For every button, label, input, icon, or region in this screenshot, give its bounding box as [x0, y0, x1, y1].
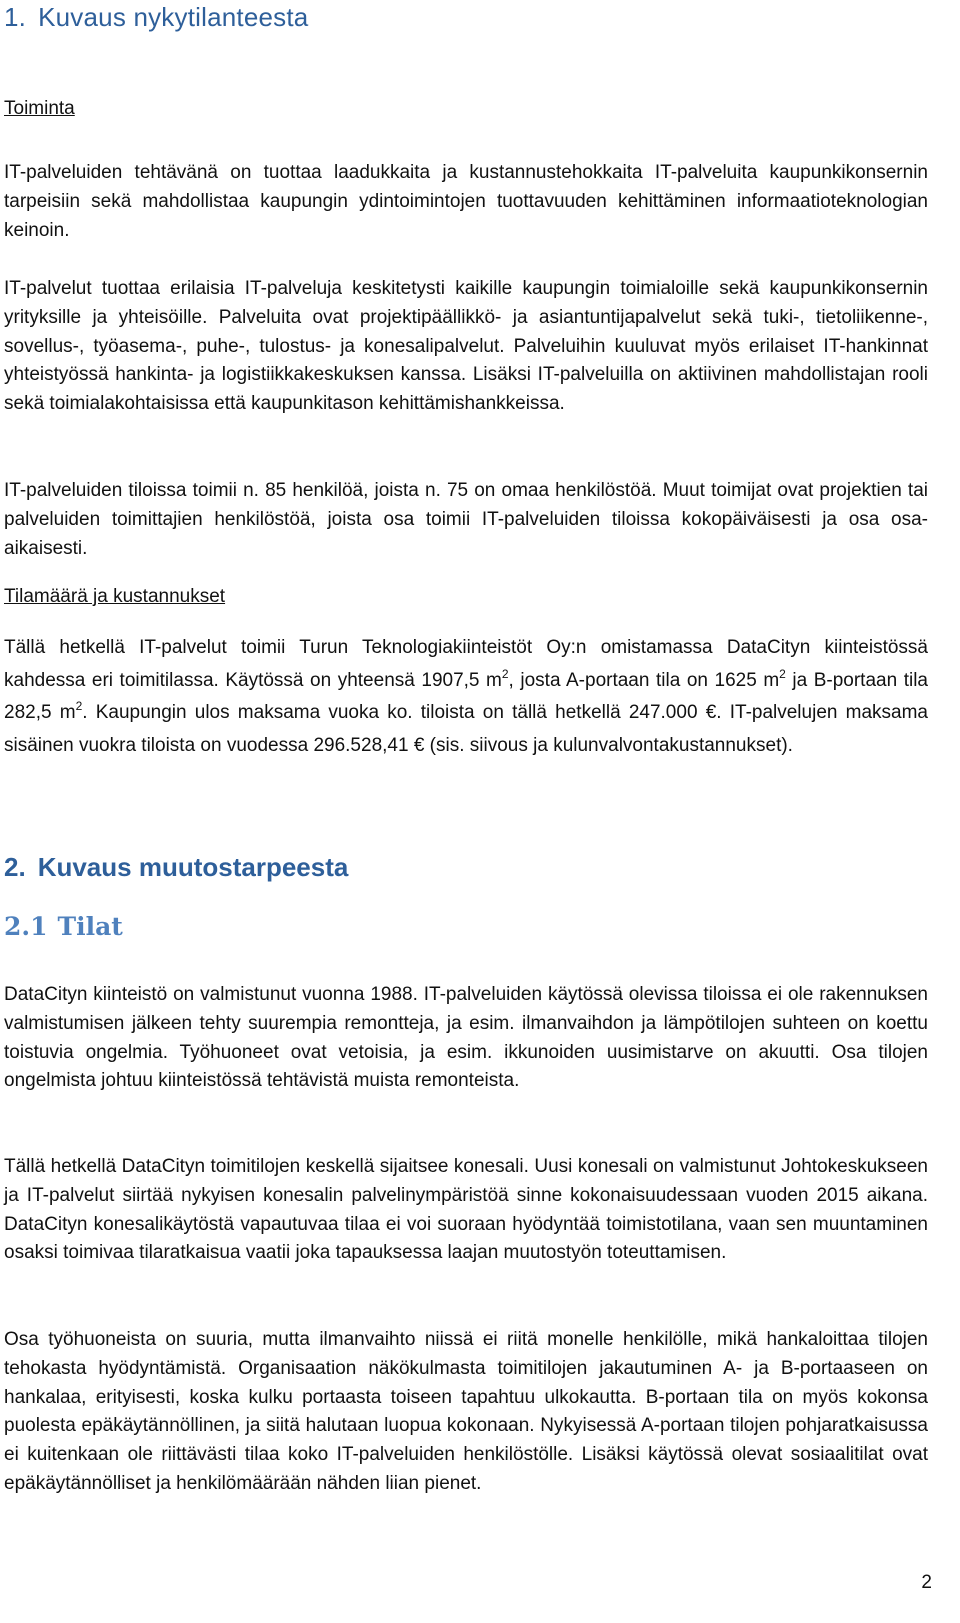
subheading-tilamaara: Tilamäärä ja kustannukset	[4, 586, 226, 607]
superscript-3: 2	[75, 699, 83, 714]
heading-1-title: Kuvaus nykytilanteesta	[38, 2, 309, 32]
superscript-2: 2	[779, 666, 786, 681]
tilamaara-text-a: Tällä hetkellä IT-palvelut toimii Turun Teknologiakiinteistöt Oy:n omistamassa DataCityn kiinteistössä kahdessa eri toimitilassa. Käytössä on yhteensä 1907,5 m	[4, 637, 928, 691]
page-number: 2	[921, 1572, 932, 1593]
tilamaara-text-d: . Kaupungin ulos maksama vuoka ko. tiloista on tällä hetkellä 247.000 €. IT-palvelujen maksama sisäinen vuokra tiloista on vuodessa 296.528,41 € (sis. siivous ja kulunvalvontakustannukset).	[4, 702, 928, 756]
paragraph-tilat-2: Tällä hetkellä DataCityn toimitilojen keskellä sijaitsee konesali. Uusi konesali on valmistunut Johtokeskukseen ja IT-palvelut siirtää nykyisen konesalin palvelinympäristöä sinne kokonaisuudessaan vuoden 2015 aikana. DataCityn konesalikäytöstä vapautuvaa tilaa ei voi suoraan hyödyntää toimistotilana, vaan sen muuntaminen osaksi toimivaa tilaratkaisua vaatii joka tapauksessa laajan muutostyön toteuttamisen.	[4, 1156, 928, 1264]
heading-2	[4, 852, 348, 883]
paragraph-tilamaara	[4, 632, 928, 762]
tilamaara-text-b: , josta A-portaan tila on 1625 m	[508, 669, 780, 691]
heading-2-1-number: 2.1	[4, 912, 48, 941]
heading-2-number: 2.	[4, 852, 26, 882]
paragraph-toiminta-1: IT-palveluiden tehtävänä on tuottaa laadukkaita ja kustannustehokkaita IT-palveluita kaupunkikonsernin tarpeisiin sekä mahdollistaa kaupungin ydintoimintojen tuottavuuden kehittäminen informaatioteknologian keinoin.	[4, 162, 928, 241]
heading-2-1-title: Tilat	[57, 912, 123, 941]
superscript-1: 2	[501, 666, 509, 681]
paragraph-tilat-1: DataCityn kiinteistö on valmistunut vuonna 1988. IT-palveluiden käytössä olevissa tiloissa ei ole rakennuksen valmistumisen jälkeen tehty suurempia remontteja, ja esim. ilmanvaihdon ja lämpötilojen suhteen on koettu toistuvia ongelmia. Työhuoneet ovat vetoisia, ja esim. ikkunoiden uusimistarve on akuutti. Osa tilojen ongelmista johtuu kiinteistössä tehtävistä muista remonteista.	[4, 984, 928, 1092]
heading-2-1	[4, 912, 123, 941]
subheading-toiminta: Toiminta	[4, 98, 75, 119]
tilamaara-text-c: ja B-portaan tila 282,5 m	[4, 669, 928, 724]
heading-1	[4, 2, 308, 33]
heading-1-number: 1.	[4, 2, 27, 32]
heading-2-title: Kuvaus muutostarpeesta	[37, 852, 349, 882]
paragraph-tilat-3: Osa työhuoneista on suuria, mutta ilmanvaihto niissä ei riitä monelle henkilölle, mikä hankaloittaa tilojen tehokasta hyödyntämistä. Organisaation näkökulmasta toimitilojen jakautuminen A- ja B-portaaseen on hankalaa, erityisesti, koska kulku portaasta toiseen tapahtuu ulkokautta. B-portaan tila on myös kokonsa puolesta epäkäytännöllinen, ja siitä halutaan luopua kokonaan. Nykyisessä A-portaan tilojen pohjaratkaisussa ei kuitenkaan ole riittävästi tilaa koko IT-palveluiden henkilöstölle. Lisäksi käytössä olevat sosiaalitilat ovat epäkäytännölliset ja henkilömäärään nähden liian pienet.	[4, 1329, 928, 1494]
paragraph-toiminta-2: IT-palvelut tuottaa erilaisia IT-palveluja keskitetysti kaikille kaupungin toimialoille sekä kaupunkikonsernin yrityksille ja yhteisöille. Palveluita ovat projektipäällikkö- ja asiantuntijapalvelut sekä tuki-, tietoliikenne-, sovellus-, työasema-, puhe-, tulostus- ja konesalipalvelut. Palveluihin kuuluvat myös erilaiset IT-hankinnat yhteistyössä hankinta- ja logistiikkakeskuksen kanssa. Lisäksi IT-palveluilla on aktiivinen mahdollistajan rooli sekä toimialakohtaisissa että kaupunkitason kehittämishankkeissa.	[4, 278, 928, 415]
paragraph-toiminta-3: IT-palveluiden tiloissa toimii n. 85 henkilöä, joista n. 75 on omaa henkilöstöä. Muut toimijat ovat projektien tai palveluiden toimittajien henkilöstöä, joista osa toimii IT-palveluiden tiloissa kokopäiväisesti ja osa osa-aikaisesti.	[4, 480, 928, 559]
